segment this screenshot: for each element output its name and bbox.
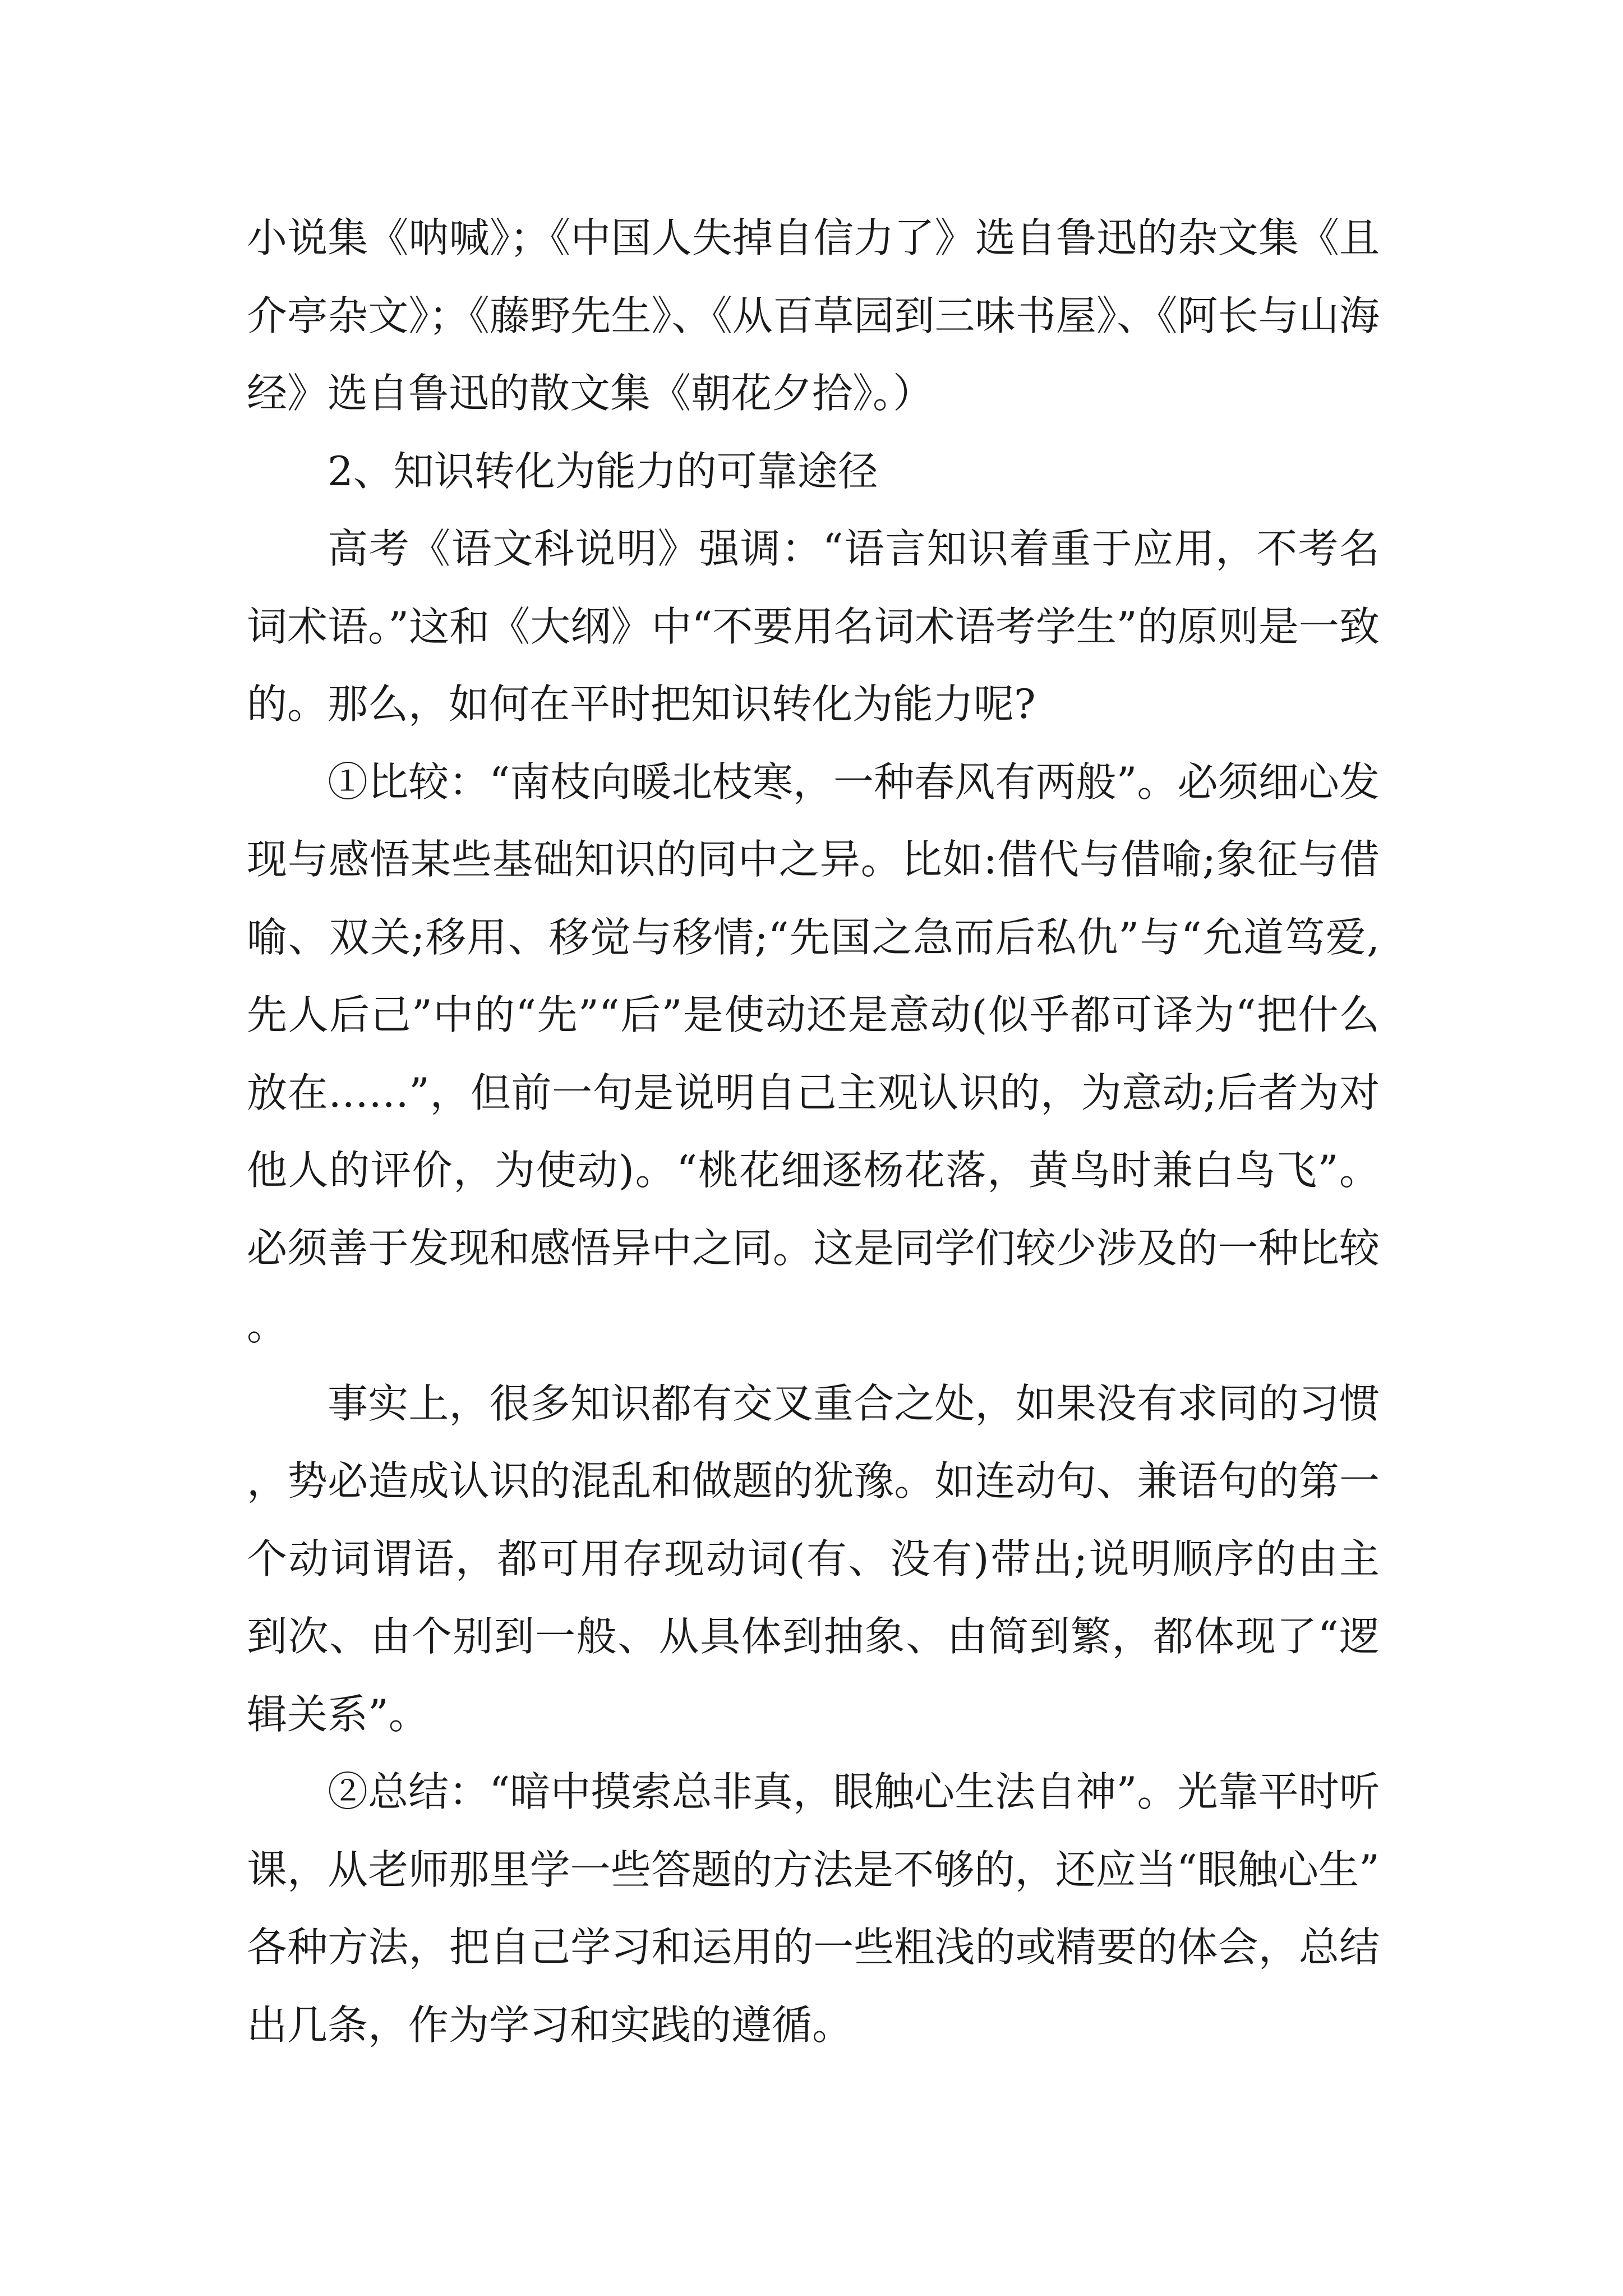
- paragraph-method-summary: ②总结：“暗中摸索总非真，眼触心生法自神”。光靠平时听课，从老师那里学一些答题的方法是不够的，还应当“眼触心生”各种方法，把自己学习和运用的一些粗浅的或精要的体会，总结出几条，作为学习和实践的遵循。: [247, 1768, 1380, 2049]
- section-heading-knowledge-to-ability: 2、知识转化为能力的可靠途径: [328, 447, 878, 495]
- paragraph-continuation-lu-xun-works: 小说集《呐喊》；《中国人失掉自信力了》选自鲁迅的杂文集《且介亭杂文》；《藤野先生》、《从百草园到三味书屋》、《阿长与山海经》选自鲁迅的散文集《朝花夕拾》。）: [247, 214, 1380, 417]
- paragraph-gaokao-language-guideline: 高考《语文科说明》强调：“语言知识着重于应用，不考名词术语。”这和《大纲》中“不要用名词术语考学生”的原则是一致的。那么，如何在平时把知识转化为能力呢?: [247, 525, 1380, 728]
- document-body: [247, 199, 1380, 2064]
- paragraph-knowledge-overlap: 事实上，很多知识都有交叉重合之处，如果没有求同的习惯，势必造成认识的混乱和做题的犹豫。如连动句、兼语句的第一个动词谓语，都可用存现动词(有、没有)带出;说明顺序的由主到次、由个别到一般、从具体到抽象、由简到繁，都体现了“逻辑关系”。: [247, 1379, 1380, 1738]
- paragraph-method-comparison: ①比较：“南枝向暖北枝寒，一种春风有两般”。必须细心发现与感悟某些基础知识的同中之异。比如:借代与借喻;象征与借喻、双关;移用、移觉与移情;“先国之急而后私仇”与“允道笃爱,先人后己”中的“先”“后”是使动还是意动(似乎都可译为“把什么放在……”，但前一句是说明自己主观认识的，为意动;后者为对他人的评价，为使动)。“桃花细逐杨花落，黄鸟时兼白鸟飞”。必须善于发现和感悟异中之同。这是同学们较少涉及的一种比较。: [247, 758, 1380, 1349]
